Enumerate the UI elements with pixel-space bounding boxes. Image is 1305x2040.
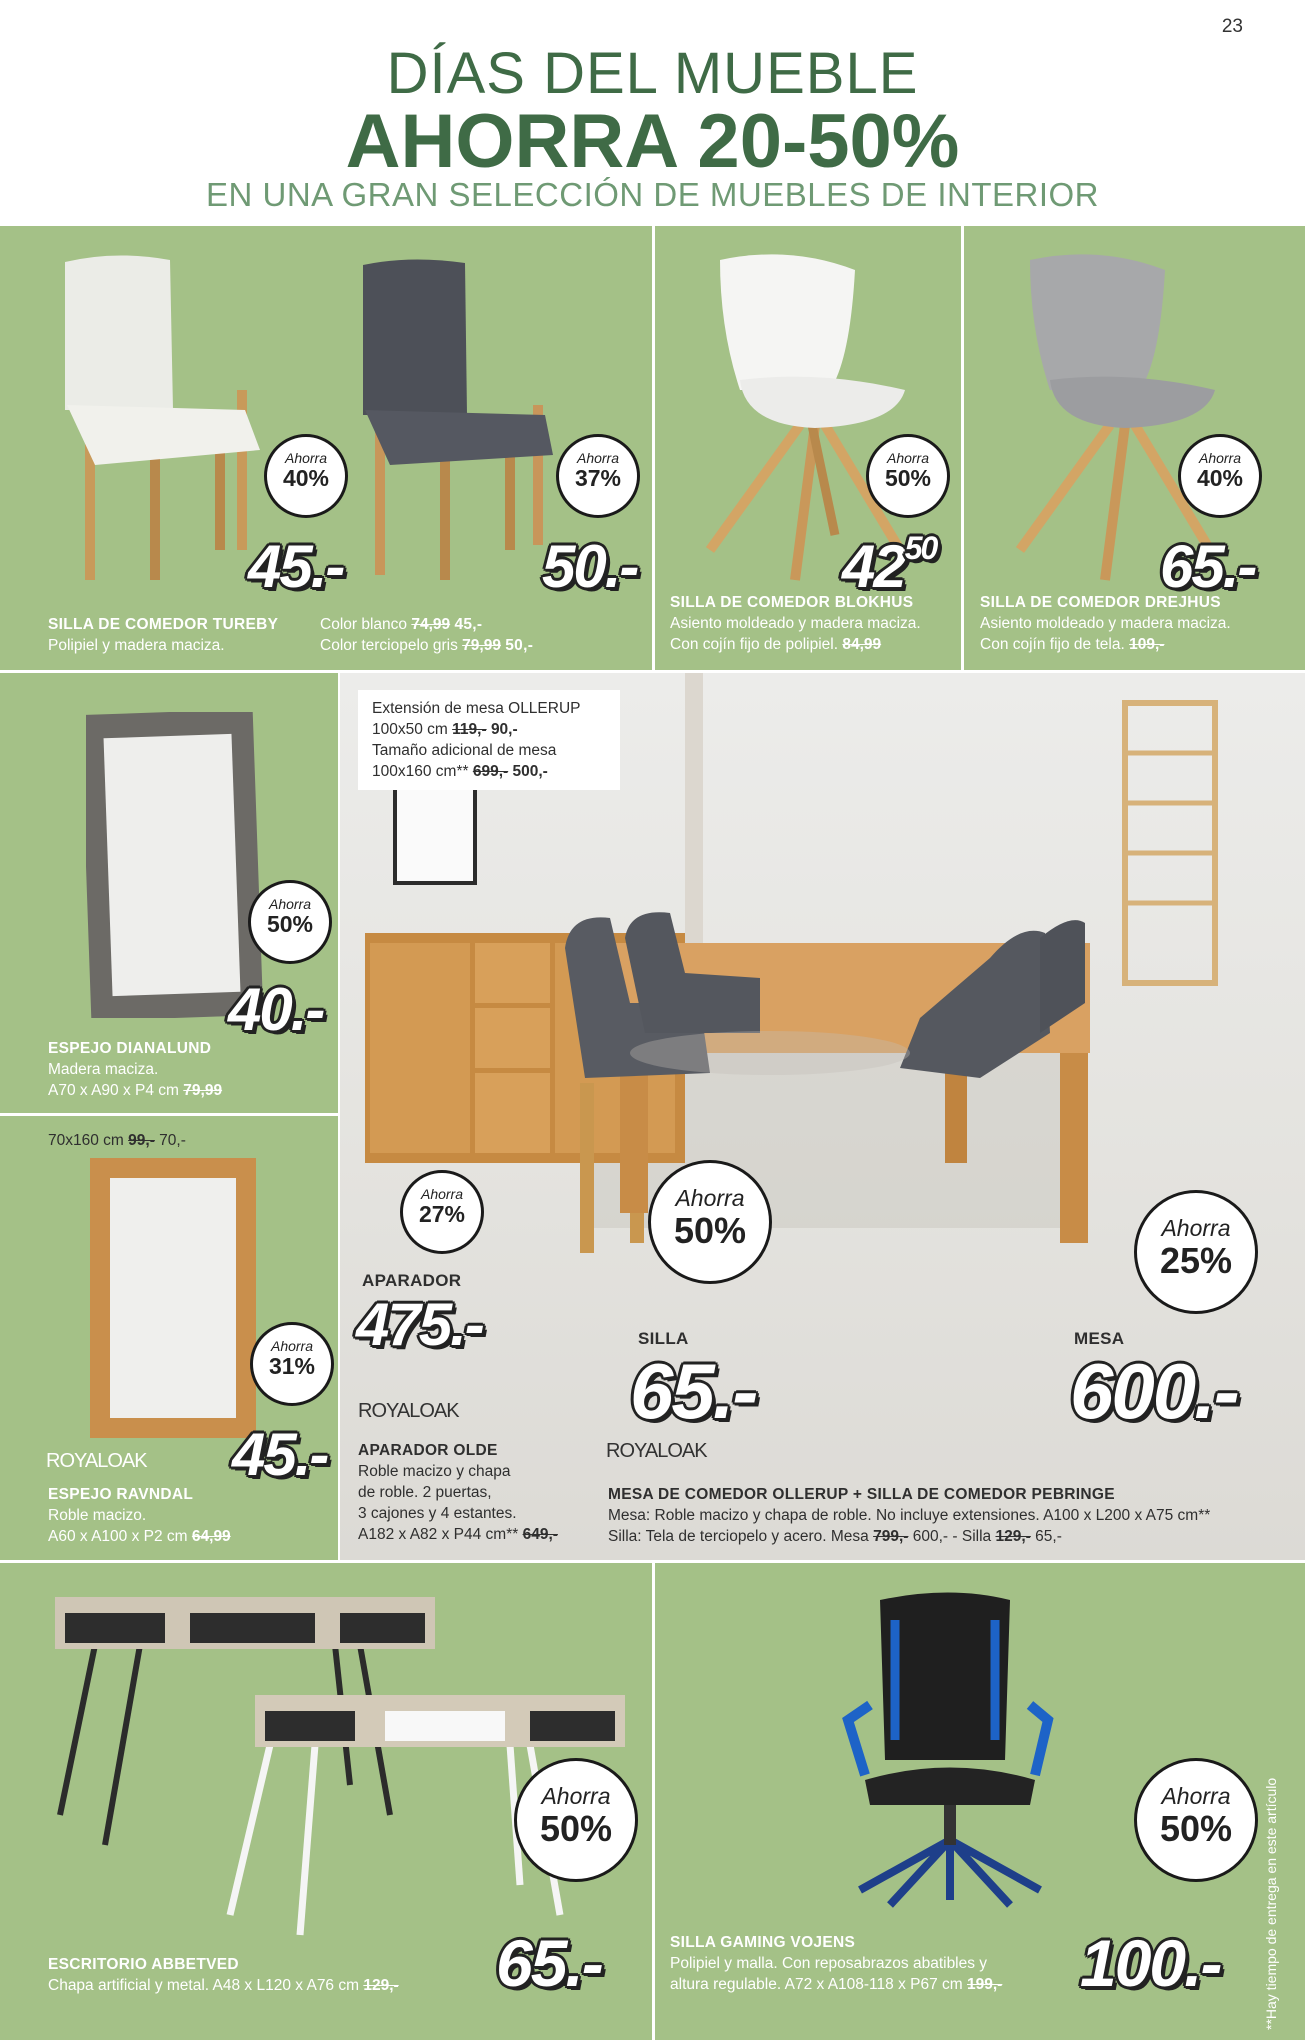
ollerup-text: MESA DE COMEDOR OLLERUP + SILLA DE COMEDOR PEBRINGE Mesa: Roble macizo y chapa de roble. No incluye extensiones. A100 x L200 x A75 cm** Silla: Tela de terciopelo y acero. Mesa 799,- 600,- - Silla 129,- 65,- bbox=[608, 1486, 1211, 1545]
chair-white-image bbox=[55, 250, 275, 590]
header-title: DÍAS DEL MUEBLE bbox=[386, 41, 919, 106]
save-badge-tureby-grey: Ahorra 37% bbox=[556, 434, 640, 518]
price-vojens: 100.- bbox=[1080, 1926, 1221, 2000]
mirror-dianalund-image bbox=[86, 712, 276, 1018]
aparador-label: APARADOR bbox=[362, 1271, 462, 1290]
save-badge-mesa: Ahorra 25% bbox=[1134, 1190, 1258, 1314]
price-ravndal: 45.- bbox=[232, 1421, 328, 1488]
save-badge-blokhus: Ahorra 50% bbox=[866, 434, 950, 518]
price-aparador: 475.- bbox=[356, 1291, 483, 1358]
mesa-label: MESA bbox=[1074, 1329, 1125, 1348]
tureby-variants: Color blanco 74,99 45,- Color terciopelo gris 79,99 50,- bbox=[320, 616, 534, 654]
mirror-ravndal-image bbox=[90, 1158, 258, 1438]
silla-label: SILLA bbox=[638, 1329, 689, 1348]
vojens-text: SILLA GAMING VOJENS Polipiel y malla. Con reposabrazos abatibles y altura regulable. A72 x A108-118 x P67 cm 199,- bbox=[670, 1934, 1003, 1993]
blokhus-text: SILLA DE COMEDOR BLOKHUS Asiento moldeado y madera maciza. Con cojín fijo de polipiel. 84,99 bbox=[670, 594, 921, 653]
save-badge-tureby-white: Ahorra 40% bbox=[264, 434, 348, 518]
gaming-chair-vojens-image bbox=[840, 1590, 1060, 1910]
header-headline: AHORRA 20-50% bbox=[345, 99, 960, 184]
price-tureby-grey: 50.- bbox=[542, 533, 638, 600]
save-badge-abbetved: Ahorra 50% bbox=[514, 1758, 638, 1882]
ravndal-text: ESPEJO RAVNDAL Roble macizo. A60 x A100 x P2 cm 64,99 bbox=[48, 1486, 231, 1545]
page-number: 23 bbox=[1221, 16, 1243, 37]
brand-logo-ollerup: ROYALOAK bbox=[606, 1440, 707, 1462]
save-badge-silla: Ahorra 50% bbox=[648, 1160, 772, 1284]
price-tureby-white: 45.- bbox=[248, 533, 344, 600]
ollerup-extension-box: Extensión de mesa OLLERUP 100x50 cm 119,- 90,- Tamaño adicional de mesa 100x160 cm** 699,- 500,- bbox=[358, 690, 620, 790]
brand-logo-ravndal: ROYALOAK bbox=[46, 1450, 147, 1472]
chair-grey-image bbox=[355, 255, 565, 585]
price-blokhus: $42^{50}$ bbox=[842, 530, 937, 600]
price-silla: 65.- bbox=[630, 1347, 757, 1435]
drejhus-text: SILLA DE COMEDOR DREJHUS Asiento moldeado y madera maciza. Con cojín fijo de tela. 109,- bbox=[980, 594, 1231, 653]
aparador-text: APARADOR OLDE Roble macizo y chapa de roble. 2 puertas, 3 cajones y 4 estantes. A182 x A82 x P44 cm** 649,- bbox=[358, 1442, 558, 1543]
save-badge-dianalund: Ahorra 50% bbox=[248, 880, 332, 964]
price-abbetved: 65.- bbox=[496, 1926, 602, 2000]
brand-logo-aparador: ROYALOAK bbox=[358, 1400, 459, 1422]
ravndal-variant: 70x160 cm 99,- 70,- bbox=[48, 1132, 186, 1149]
save-badge-drejhus: Ahorra 40% bbox=[1178, 434, 1262, 518]
abbetved-text: ESCRITORIO ABBETVED Chapa artificial y metal. A48 x L120 x A76 cm 129,- bbox=[48, 1956, 399, 1994]
save-badge-aparador: Ahorra 27% bbox=[400, 1170, 484, 1254]
save-badge-vojens: Ahorra 50% bbox=[1134, 1758, 1258, 1882]
dianalund-text: ESPEJO DIANALUND Madera maciza. A70 x A90 x P4 cm 79,99 bbox=[48, 1040, 223, 1099]
price-drejhus: 65.- bbox=[1160, 533, 1256, 600]
tureby-text: SILLA DE COMEDOR TUREBY Polipiel y madera maciza. bbox=[48, 616, 279, 654]
save-badge-ravndal: Ahorra 31% bbox=[250, 1322, 334, 1406]
price-dianalund: 40.- bbox=[228, 976, 324, 1043]
header-subtitle: EN UNA GRAN SELECCIÓN DE MUEBLES DE INTERIOR bbox=[205, 176, 1099, 213]
delivery-footnote: **Hay tiempo de entrega en este artículo bbox=[1263, 1777, 1279, 2030]
price-mesa: 600.- bbox=[1070, 1347, 1238, 1435]
